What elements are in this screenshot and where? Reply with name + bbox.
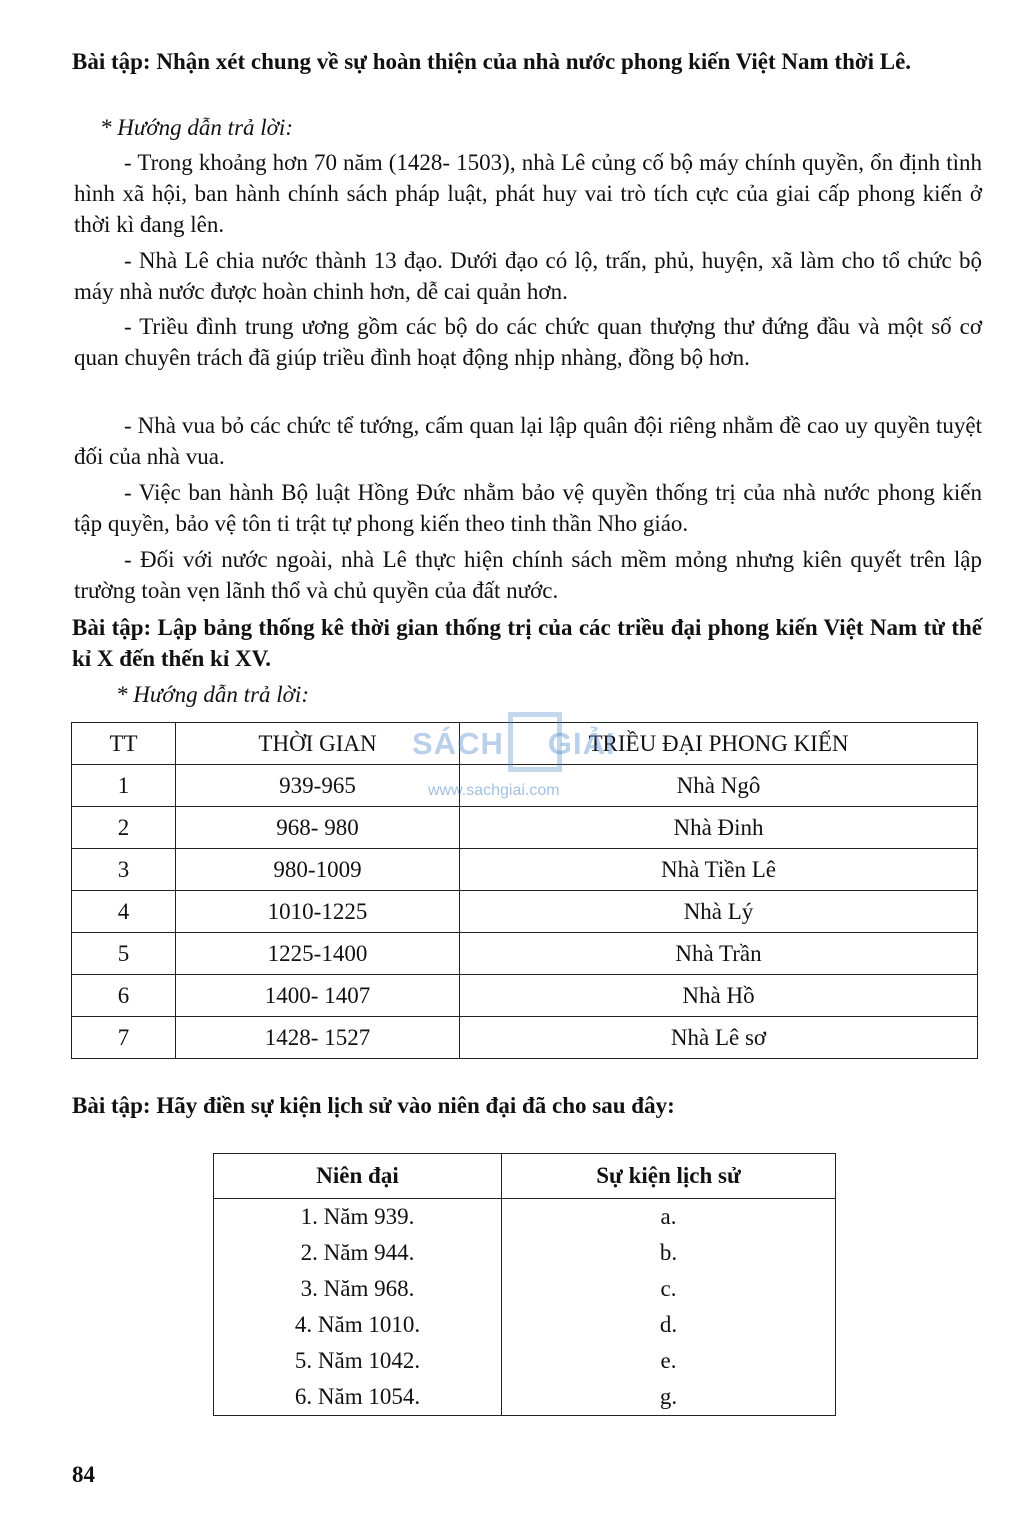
section2-guide-label: * Hướng dẫn trả lời: — [116, 682, 309, 707]
section2-heading: Bài tập: Lập bảng thống kê thời gian thống trị của các triều đại phong kiến Việt Nam từ thế kỉ X đến thến kỉ XV. — [72, 615, 982, 671]
cell-year: 6. Năm 1054. — [214, 1379, 502, 1416]
cell-time: 968- 980 — [176, 807, 460, 849]
section1-heading: Bài tập: Nhận xét chung về sự hoàn thiện của nhà nước phong kiến Việt Nam thời Lê. — [72, 49, 912, 74]
cell-year: 3. Năm 968. — [214, 1271, 502, 1307]
table-row — [72, 807, 978, 849]
cell-year: 4. Năm 1010. — [214, 1307, 502, 1343]
table-row — [72, 849, 978, 891]
cell-time: 939-965 — [176, 765, 460, 807]
cell-event: g. — [659, 1384, 678, 1409]
cell-year: 5. Năm 1042. — [214, 1343, 502, 1379]
cell-year: 1. Năm 939. — [214, 1199, 502, 1236]
table-row — [214, 1235, 836, 1271]
dynasty-table — [71, 722, 978, 1059]
header-event: Sự kiện lịch sử — [502, 1154, 836, 1199]
table-header-row — [214, 1154, 836, 1199]
cell-dynasty: Nhà Trần — [460, 933, 978, 975]
cell-dynasty: Nhà Lê sơ — [460, 1017, 978, 1059]
section1-guide-label: * Hướng dẫn trả lời: — [100, 115, 293, 140]
table-header-row — [72, 723, 978, 765]
cell-tt: 4 — [72, 891, 176, 933]
cell-year: 2. Năm 944. — [214, 1235, 502, 1271]
cell-dynasty: Nhà Hồ — [460, 975, 978, 1017]
cell-dynasty: Nhà Tiền Lê — [460, 849, 978, 891]
paragraph-1: - Trong khoảng hơn 70 năm (1428- 1503), nhà Lê củng cố bộ máy chính quyền, ổn định tình hình xã hội, ban hành chính sách pháp luật, phát huy vai trò tích cực của giai cấp phong kiến ở thời kì đang lên. — [74, 150, 982, 237]
table-row — [214, 1307, 836, 1343]
header-time: THỜI GIAN — [176, 723, 460, 765]
cell-tt: 6 — [72, 975, 176, 1017]
table-row — [72, 765, 978, 807]
paragraph-5: - Việc ban hành Bộ luật Hồng Đức nhằm bảo vệ quyền thống trị của nhà nước phong kiến tập quyền, bảo vệ tôn ti trật tự phong kiến theo tinh thần Nho giáo. — [74, 480, 982, 536]
cell-event: d. — [659, 1312, 678, 1337]
table-row — [72, 933, 978, 975]
cell-time: 980-1009 — [176, 849, 460, 891]
cell-tt: 1 — [72, 765, 176, 807]
table-row — [214, 1271, 836, 1307]
cell-tt: 5 — [72, 933, 176, 975]
paragraph-3: - Triều đình trung ương gồm các bộ do các chức quan thượng thư đứng đầu và một số cơ quan chuyên trách đã giúp triều đình hoạt động nhịp nhàng, đồng bộ hơn. — [74, 314, 982, 370]
cell-time: 1428- 1527 — [176, 1017, 460, 1059]
paragraph-2: - Nhà Lê chia nước thành 13 đạo. Dưới đạo có lộ, trấn, phủ, huyện, xã làm cho tổ chức bộ máy nhà nước được hoàn chinh hơn, dễ cai quản hơn. — [74, 248, 982, 304]
cell-dynasty: Nhà Đinh — [460, 807, 978, 849]
cell-tt: 2 — [72, 807, 176, 849]
paragraph-6: - Đối với nước ngoài, nhà Lê thực hiện chính sách mềm mỏng nhưng kiên quyết trên lập trường toàn vẹn lãnh thổ và chủ quyền của đất nước. — [74, 547, 982, 603]
watermark-brand: SÁCH GIẢI — [412, 726, 616, 761]
table-row — [214, 1343, 836, 1379]
cell-time: 1400- 1407 — [176, 975, 460, 1017]
cell-time: 1225-1400 — [176, 933, 460, 975]
section3-heading: Bài tập: Hãy điền sự kiện lịch sử vào niên đại đã cho sau đây: — [72, 1093, 675, 1118]
header-tt: TT — [72, 723, 176, 765]
cell-tt: 3 — [72, 849, 176, 891]
cell-event: c. — [660, 1276, 677, 1301]
cell-tt: 7 — [72, 1017, 176, 1059]
table-row — [72, 975, 978, 1017]
header-year: Niên đại — [214, 1154, 502, 1199]
page-number: 84 — [72, 1462, 95, 1487]
header-dynasty: TRIỀU ĐẠI PHONG KIẾN — [460, 723, 978, 765]
table-row — [72, 891, 978, 933]
cell-event: e. — [660, 1348, 677, 1373]
cell-time: 1010-1225 — [176, 891, 460, 933]
table-row — [214, 1199, 836, 1236]
watermark-url: www.sachgiai.com — [428, 782, 560, 799]
table-row — [72, 1017, 978, 1059]
paragraph-4: - Nhà vua bỏ các chức tể tướng, cấm quan lại lập quân đội riêng nhằm đề cao uy quyền tuyệt đối của nhà vua. — [74, 413, 982, 469]
events-table — [213, 1153, 836, 1416]
table-row — [214, 1379, 836, 1416]
cell-dynasty: Nhà Lý — [460, 891, 978, 933]
cell-dynasty: Nhà Ngô — [460, 765, 978, 807]
cell-event: a. — [660, 1204, 677, 1229]
cell-event: b. — [659, 1240, 678, 1265]
